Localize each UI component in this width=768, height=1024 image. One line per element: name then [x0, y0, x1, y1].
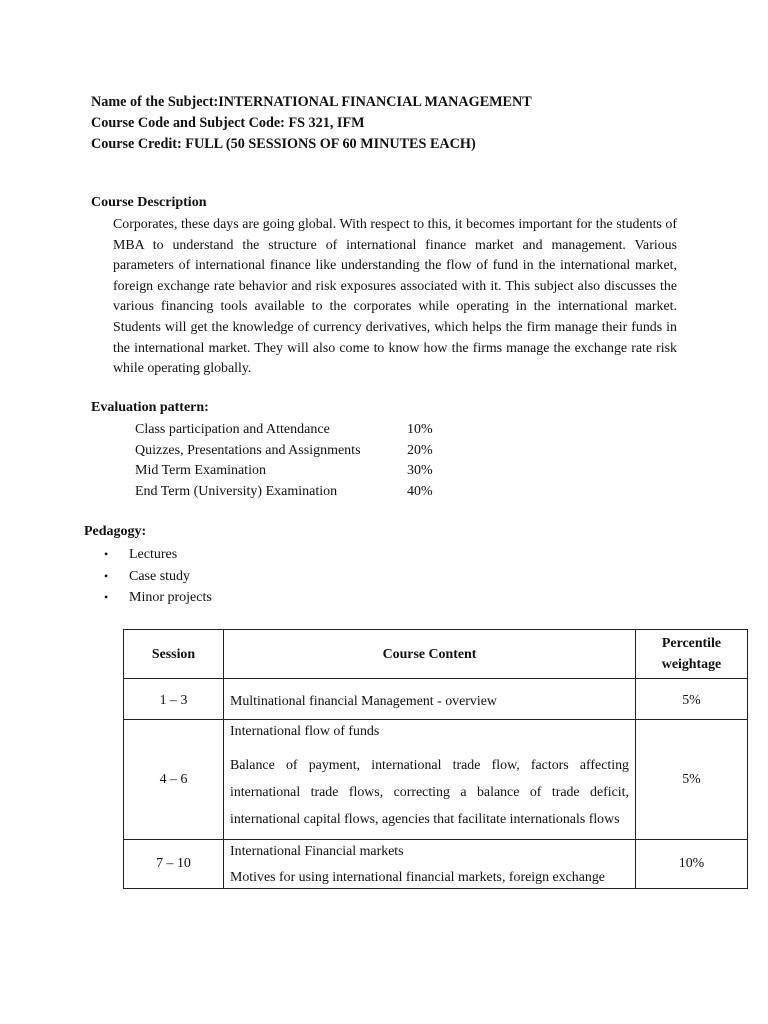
evaluation-value: 40% — [407, 483, 433, 499]
course-header — [91, 92, 532, 155]
table-row — [124, 679, 748, 720]
pedagogy-heading: Pedagogy: — [84, 524, 147, 539]
table-header-row — [124, 630, 748, 679]
content-title: International flow of funds — [230, 724, 380, 739]
evaluation-label: Class participation and Attendance — [135, 422, 330, 437]
evaluation-label: Quizzes, Presentations and Assignments — [135, 442, 361, 458]
weightage-cell: 5% — [636, 679, 748, 720]
evaluation-item — [135, 482, 433, 503]
bullet-icon: • — [104, 590, 109, 604]
evaluation-value: 30% — [407, 463, 433, 478]
evaluation-item — [135, 420, 433, 441]
session-cell: 1 – 3 — [124, 679, 224, 720]
course-credit: Course Credit: FULL (50 SESSIONS OF 60 MINUTES EACH) — [91, 136, 476, 152]
session-cell: 7 – 10 — [124, 840, 224, 889]
content-header: Course Content — [224, 630, 636, 679]
table-row — [124, 720, 748, 840]
list-item — [104, 544, 212, 566]
bullet-icon: • — [104, 547, 109, 561]
content-cell — [224, 840, 636, 889]
evaluation-item — [135, 441, 433, 462]
content-detail: Motives for using international financial markets, foreign exchange — [230, 870, 605, 885]
description-heading: Course Description — [91, 195, 207, 210]
content-title: Multinational financial Management - overview — [230, 693, 497, 709]
course-code: Course Code and Subject Code: FS 321, IFM — [91, 115, 365, 131]
subject-name: Name of the Subject:INTERNATIONAL FINANCIAL MANAGEMENT — [91, 94, 532, 110]
weightage-header: Percentile weightage — [636, 630, 748, 679]
evaluation-value: 20% — [407, 442, 433, 458]
session-header: Session — [124, 630, 224, 679]
content-detail: Balance of payment, international trade flow, factors affecting international trade flows, correcting a balance of trade deficit, international capital flows, agencies that facilitate internationals flows — [230, 758, 629, 827]
evaluation-label: End Term (University) Examination — [135, 483, 338, 499]
pedagogy-item-label: Lectures — [129, 547, 178, 562]
evaluation-item — [135, 461, 433, 482]
pedagogy-list — [104, 544, 212, 609]
evaluation-label: Mid Term Examination — [135, 463, 266, 478]
evaluation-heading: Evaluation pattern: — [91, 400, 209, 415]
pedagogy-item-label: Minor projects — [129, 590, 212, 605]
evaluation-list — [135, 420, 433, 502]
bullet-icon: • — [104, 568, 109, 583]
description-text: Corporates, these days are going global. With respect to this, it becomes important for the students of MBA to understand the structure of international finance market and management. Various parameters of international finance like understanding the flow of fund in the international market, foreign exchange rate behavior and risk exposures associated with it. This subject also discusses the various financing tools available to the corporates while operating in the international market. Students will get the knowledge of currency derivatives, which helps the firm manage their funds in the international market. They will also come to know how the firms manage the exchange rate risk while operating globally. — [113, 217, 677, 377]
weightage-cell: 5% — [636, 720, 748, 840]
list-item — [104, 566, 212, 588]
course-content-table — [123, 629, 748, 889]
pedagogy-item-label: Case study — [129, 568, 191, 584]
session-cell: 4 – 6 — [124, 720, 224, 840]
evaluation-value: 10% — [407, 422, 433, 437]
content-cell — [224, 679, 636, 720]
content-cell — [224, 720, 636, 840]
weightage-cell: 10% — [636, 840, 748, 889]
list-item — [104, 587, 212, 609]
content-title: International Financial markets — [230, 844, 404, 859]
table-row — [124, 840, 748, 889]
